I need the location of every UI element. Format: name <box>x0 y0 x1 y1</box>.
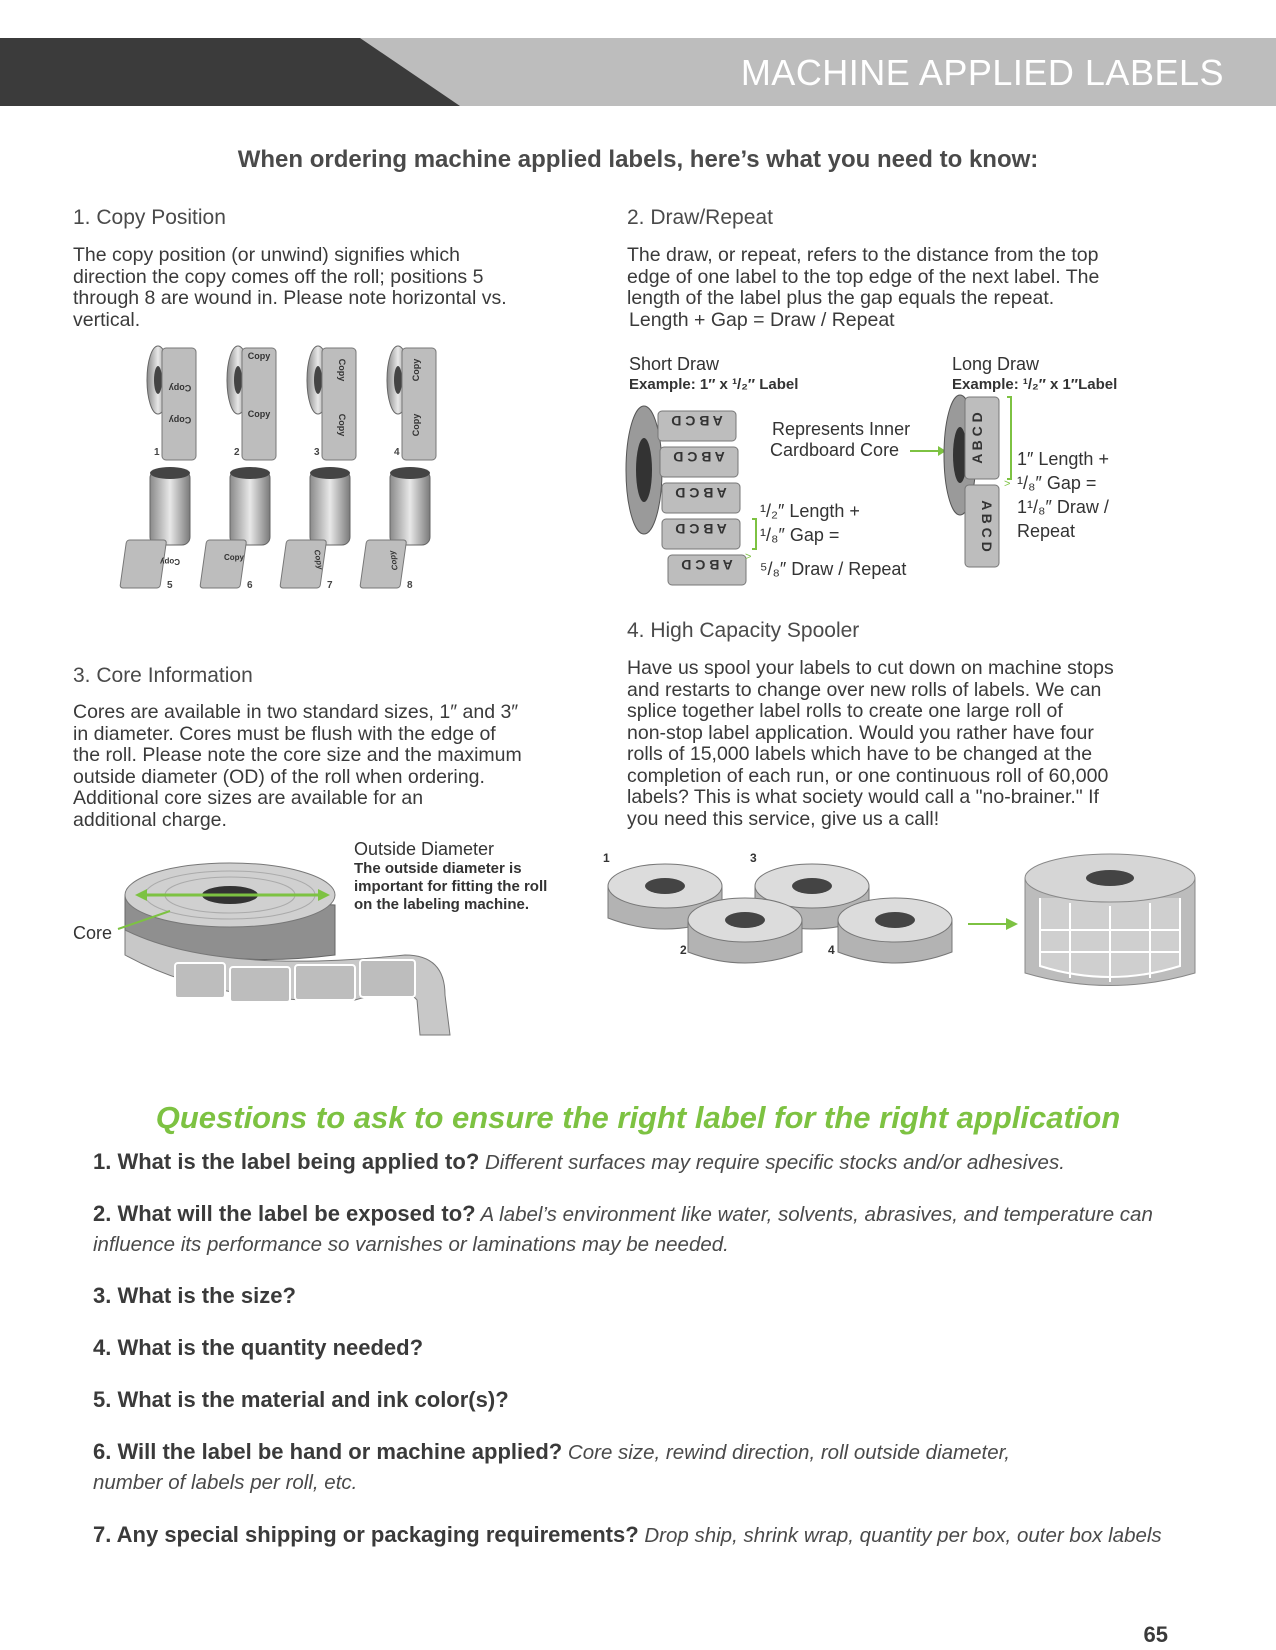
question-item <box>93 1281 1213 1310</box>
roll-position-6 <box>200 467 270 591</box>
text-line: labels? This is what society would call a "no-brainer." If <box>627 786 1099 808</box>
question-note: Core size, rewind direction, roll outside diameter, <box>562 1441 1011 1464</box>
roll-copy-text: Copy <box>224 553 244 562</box>
text-line: vertical. <box>73 308 141 331</box>
roll-copy-text: Copy <box>411 413 421 437</box>
roll-position-7 <box>280 467 350 591</box>
roll-position-8 <box>360 467 430 591</box>
long-calc-line: 1¹/₈″ Draw / <box>1017 497 1109 517</box>
roll-number: 4 <box>828 943 835 957</box>
text-line: rolls of 15,000 labels which have to be changed at the <box>627 743 1093 765</box>
roll-number: 2 <box>680 943 687 957</box>
question-text: 6. Will the label be hand or machine applied? <box>93 1439 563 1464</box>
section-heading-high-capacity-spooler: 4. High Capacity Spooler <box>627 619 860 642</box>
text-line: the roll. Please note the core size and the maximum <box>73 744 522 766</box>
text-line: edge of one label to the top edge of the next label. The <box>627 265 1100 288</box>
short-draw-example: Example: 1″ x ¹/₂″ Label <box>629 376 799 393</box>
question-note: influence its performance so varnishes or laminations may be needed. <box>93 1233 729 1256</box>
question-note: Drop ship, shrink wrap, quantity per box, outer box labels <box>638 1524 1162 1547</box>
small-roll-2 <box>688 898 802 963</box>
label-text: A B C D <box>969 412 985 464</box>
question-text: 4. What is the quantity needed? <box>93 1335 424 1360</box>
text-line: non-stop label application. Would you rather have four <box>627 721 1094 744</box>
short-calc-line: ⁵/₈″ Draw / Repeat <box>760 559 907 579</box>
text-line: through 8 are wound in. Please note horizontal vs. <box>73 287 507 309</box>
label-text: A B C D <box>671 413 723 429</box>
od-note-line: The outside diameter is <box>354 860 522 877</box>
question-item <box>93 1333 1213 1362</box>
short-calc-line: ¹/₂″ Length + <box>760 501 860 521</box>
label-text: A B C D <box>979 500 995 552</box>
arrow-head-icon <box>1006 918 1018 930</box>
spooler-text <box>627 658 1207 830</box>
copy-position-text <box>73 245 553 331</box>
roll-position-4 <box>387 346 436 460</box>
label-text: A B C D <box>675 485 727 501</box>
text-line: Cores are available in two standard sizes, 1″ and 3″ <box>73 701 519 723</box>
roll-number: 6 <box>247 580 253 591</box>
question-text: 2. What will the label be exposed to? <box>93 1201 476 1226</box>
question-item <box>93 1385 1213 1414</box>
roll-number: 4 <box>394 447 400 458</box>
long-draw-example: Example: ¹/₂″ x 1″Label <box>952 376 1118 393</box>
text-line: outside diameter (OD) of the roll when ordering. <box>73 765 485 788</box>
text-line: The copy position (or unwind) signifies which <box>73 244 460 266</box>
page-title: MACHINE APPLIED LABELS <box>740 52 1224 93</box>
core-diameter-diagram <box>65 835 595 1035</box>
text-line: Have us spool your labels to cut down on machine stops <box>627 657 1114 679</box>
long-calc-line: 1″ Length + <box>1017 449 1109 469</box>
roll-number: 8 <box>407 580 413 591</box>
text-line: in diameter. Cores must be flush with the edge of <box>73 722 496 745</box>
intro-heading: When ordering machine applied labels, here’s what you need to know: <box>237 146 1039 173</box>
text-line: splice together label rolls to create one large roll of <box>627 700 1063 722</box>
draw-repeat-text <box>627 245 1187 331</box>
draw-repeat-diagram <box>620 355 1180 605</box>
spooler-reel <box>1025 854 1195 986</box>
short-draw-title: Short Draw <box>629 354 720 374</box>
roll-copy-text: Copy <box>387 549 400 572</box>
roll-copy-text: Copy <box>247 409 271 419</box>
gap-marker-icon: > <box>745 551 752 563</box>
core-note-line: Represents Inner <box>772 419 911 439</box>
text-line: completion of each run, or one continuous roll of 60,000 <box>627 764 1109 787</box>
roll-number: 7 <box>327 580 333 591</box>
question-item <box>93 1199 1213 1259</box>
long-draw-title: Long Draw <box>952 354 1040 374</box>
question-text: 7. Any special shipping or packaging requirements? <box>93 1522 639 1547</box>
question-text: 3. What is the size? <box>93 1283 296 1308</box>
roll-copy-text: Copy <box>312 548 325 571</box>
long-calc-line: ¹/₈″ Gap = <box>1017 473 1097 493</box>
question-text: 5. What is the material and ink color(s)? <box>93 1387 509 1412</box>
roll-number: 5 <box>167 580 173 591</box>
roll-copy-text: Copy <box>168 415 192 425</box>
roll-position-5 <box>120 467 190 591</box>
spooler-diagram <box>600 848 1210 998</box>
text-line: and restarts to change over new rolls of labels. We can <box>627 678 1102 701</box>
label-text: A B C D <box>673 449 725 465</box>
long-calc-line: Repeat <box>1017 521 1076 541</box>
roll-position-3 <box>307 346 356 460</box>
copy-position-diagram <box>140 345 460 615</box>
roll-copy-text: Copy <box>168 383 192 393</box>
roll-number: 1 <box>154 447 160 458</box>
questions-heading: Questions to ask to ensure the right label for the right application <box>155 1100 1121 1135</box>
text-line: direction the copy comes off the roll; positions 5 <box>73 265 484 288</box>
text-line: length of the label plus the gap equals the repeat. <box>627 287 1055 309</box>
short-calc-line: ¹/₈″ Gap = <box>760 525 840 545</box>
text-line: additional charge. <box>73 808 227 831</box>
core-note-line: Cardboard Core <box>770 440 900 460</box>
roll-copy-text: Copy <box>337 413 347 437</box>
text-line: you need this service, give us a call! <box>627 807 940 830</box>
short-draw-roll <box>626 406 756 585</box>
long-draw-roll <box>944 395 1011 567</box>
roll-copy-text: Copy <box>247 351 271 361</box>
text-line: Additional core sizes are available for an <box>73 787 424 809</box>
roll-copy-text: Copy <box>411 358 421 382</box>
roll-number: 3 <box>750 851 757 865</box>
roll-number: 3 <box>314 447 320 458</box>
question-item <box>93 1520 1213 1550</box>
question-item <box>93 1147 1213 1177</box>
roll-number: 2 <box>234 447 240 458</box>
label-text: A B C D <box>681 557 733 573</box>
core-label: Core <box>73 923 113 943</box>
page-number: 65 <box>1143 1622 1168 1647</box>
question-note: A label’s environment like water, solvents, abrasives, and temperature can <box>475 1203 1153 1226</box>
roll-copy-text: Copy <box>337 358 347 382</box>
gap-marker-icon: > <box>1004 478 1011 490</box>
od-note-line: important for fitting the roll <box>354 878 548 895</box>
roll-copy-text: Copy <box>160 557 180 566</box>
core-information-text <box>73 702 573 831</box>
roll-number: 1 <box>603 851 610 865</box>
od-title: Outside Diameter <box>354 839 495 859</box>
roll-position-2 <box>227 346 276 460</box>
section-heading-core-information: 3. Core Information <box>73 664 253 687</box>
question-note: number of labels per roll, etc. <box>93 1471 358 1494</box>
small-roll-4 <box>838 898 952 963</box>
question-note: Different surfaces may require specific stocks and/or adhesives. <box>479 1151 1065 1174</box>
roll-position-1 <box>147 346 196 460</box>
question-text: 1. What is the label being applied to? <box>93 1149 480 1174</box>
question-item <box>93 1437 1213 1497</box>
label-text: A B C D <box>675 521 727 537</box>
text-line: The draw, or repeat, refers to the distance from the top <box>627 244 1099 266</box>
section-heading-copy-position: 1. Copy Position <box>73 206 226 229</box>
od-note-line: on the labeling machine. <box>354 896 530 913</box>
section-heading-draw-repeat: 2. Draw/Repeat <box>627 206 773 229</box>
text-line: Length + Gap = Draw / Repeat <box>629 308 895 331</box>
